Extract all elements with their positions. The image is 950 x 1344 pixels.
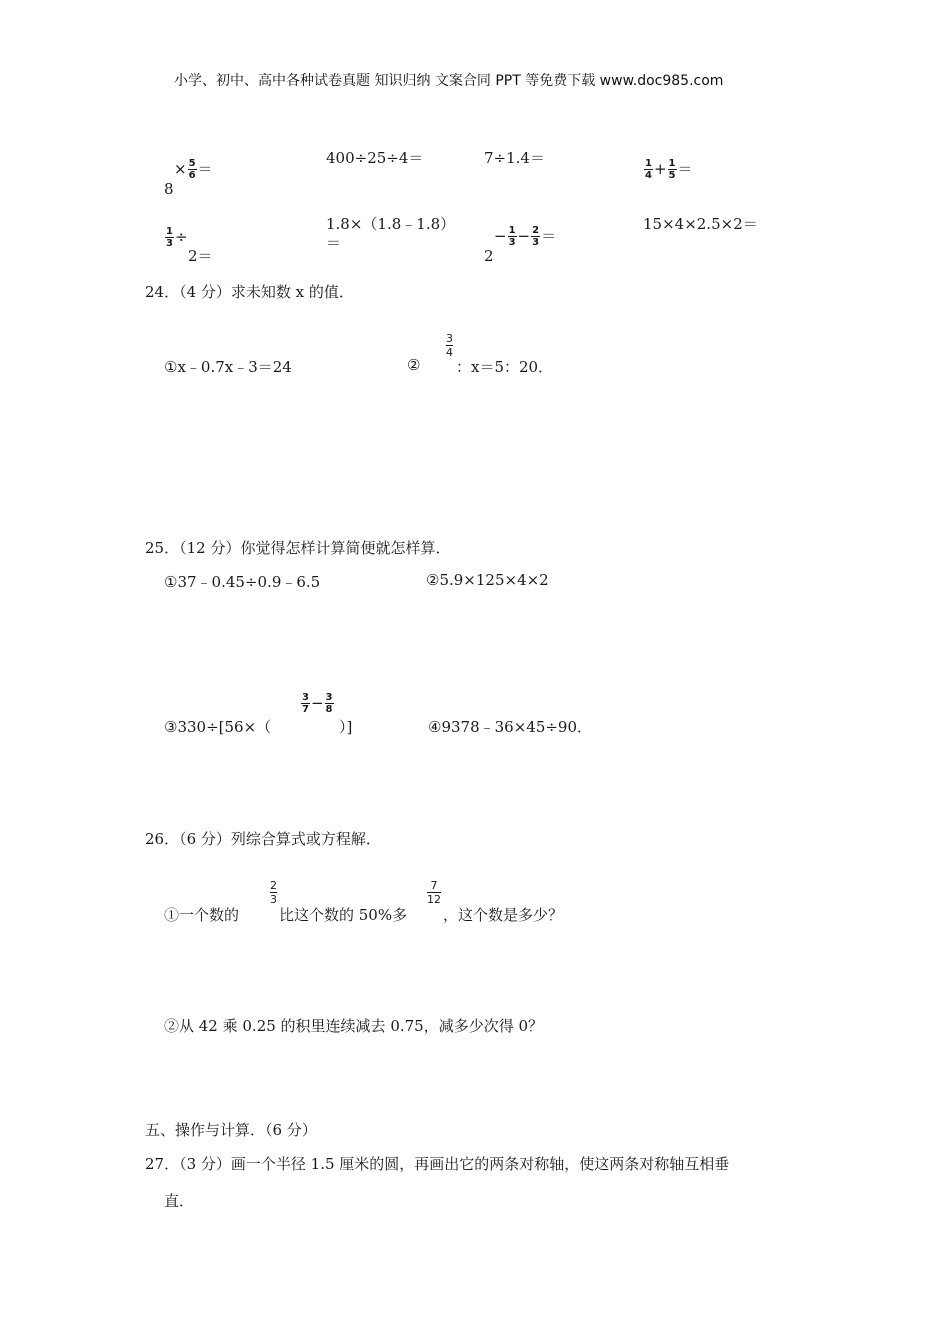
q25-part3-a: ③330÷[56×（ [164,718,272,736]
q23-r2c3-eq: ＝ [541,227,557,245]
q23-r1c4-frac1: $\frac{1}{4}$ [645,158,652,181]
q27-line2: 直． [164,1192,195,1210]
q26-part1-c: ，这个数是多少？ [443,906,564,924]
q26-part2: ②从 42 乘 0.25 的积里连续减去 0.75，减多少次得 0？ [164,1017,544,1035]
q23-r2c1 [164,226,188,249]
q25-part3-op: − [310,694,324,712]
page-header: 小学、初中、高中各种试卷真题 知识归纳 文案合同 PPT 等免费下载 www.doc985.com [174,73,724,89]
q23-r2c2-line2: ＝ [326,234,342,252]
section5-title: 五、操作与计算．（6 分） [145,1121,317,1139]
q23-r2c1-frac: $\frac{1}{3}$ [166,226,173,249]
q23-r1c4-frac2: $\frac{1}{5}$ [668,158,676,181]
q24-part2-fraction: 3 4 [446,332,453,359]
q26-part1-frac2: 7 12 [427,879,441,906]
q23-r1c4 [643,158,693,181]
q26-part1-frac1: 2 3 [270,879,277,906]
q25-part3-fractions [300,692,335,715]
q25-part1: ①37﹣0.45÷0.9﹣6.5 [164,573,321,591]
q23-r1c1-eq: ＝ [197,160,213,178]
q23-r2c1-op: ÷ [174,228,188,246]
q23-r2c2-line1: 1.8×（1.8﹣1.8） [326,215,456,233]
q24-part1: ①x﹣0.7x﹣3＝24 [164,358,292,376]
q23-r2c1-tail: 2＝ [188,247,213,265]
q23-r2c3-op1: − [494,227,507,245]
q23-r1c1-pre: 8 [164,180,174,198]
q24-title: 24．（4 分）求未知数 x 的值． [145,283,354,301]
q23-r2c3-frac2: $\frac{2}{3}$ [532,225,540,248]
q25-part3-frac1: $\frac{3}{7}$ [302,692,309,715]
q23-r1c4-eq: ＝ [677,160,693,178]
q26-part1-b: 比这个数的 50%多 [279,906,408,924]
q26-title: 26．（6 分）列综合算式或方程解． [145,830,381,848]
q25-part4: ④9378﹣36×45÷90． [428,718,593,736]
q25-part2: ②5.9×125×4×2 [426,571,549,589]
q23-r2c3-pre: 2 [484,247,494,265]
q23-r2c3-frac1: $\frac{1}{3}$ [508,225,516,248]
q24-part2-rest: ：x＝5：20． [456,358,554,376]
q23-r1c2: 400÷25÷4＝ [326,149,424,167]
q24-part2-mark: ② [407,356,421,374]
q23-r1c1-frac: $\frac{5}{6}$ [188,158,196,181]
q26-part1-a: ①一个数的 [164,906,240,924]
q23-r1c3: 7÷1.4＝ [484,149,545,167]
q23-r1c1-op: × [174,160,187,178]
q23-r2c3-op2: − [517,227,531,245]
q23-r2c4: 15×4×2.5×2＝ [643,215,758,233]
q25-part3-frac2: $\frac{3}{8}$ [325,692,333,715]
q27-line1: 27．（3 分）画一个半径 1.5 厘米的圆，再画出它的两条对称轴，使这两条对称轴互相垂 [145,1155,730,1173]
q25-part3-b: ）] [339,718,353,736]
q23-r2c3 [494,225,556,248]
q25-title: 25．（12 分）你觉得怎样计算简便就怎样算． [145,539,451,557]
q23-r1c4-op: + [653,160,667,178]
